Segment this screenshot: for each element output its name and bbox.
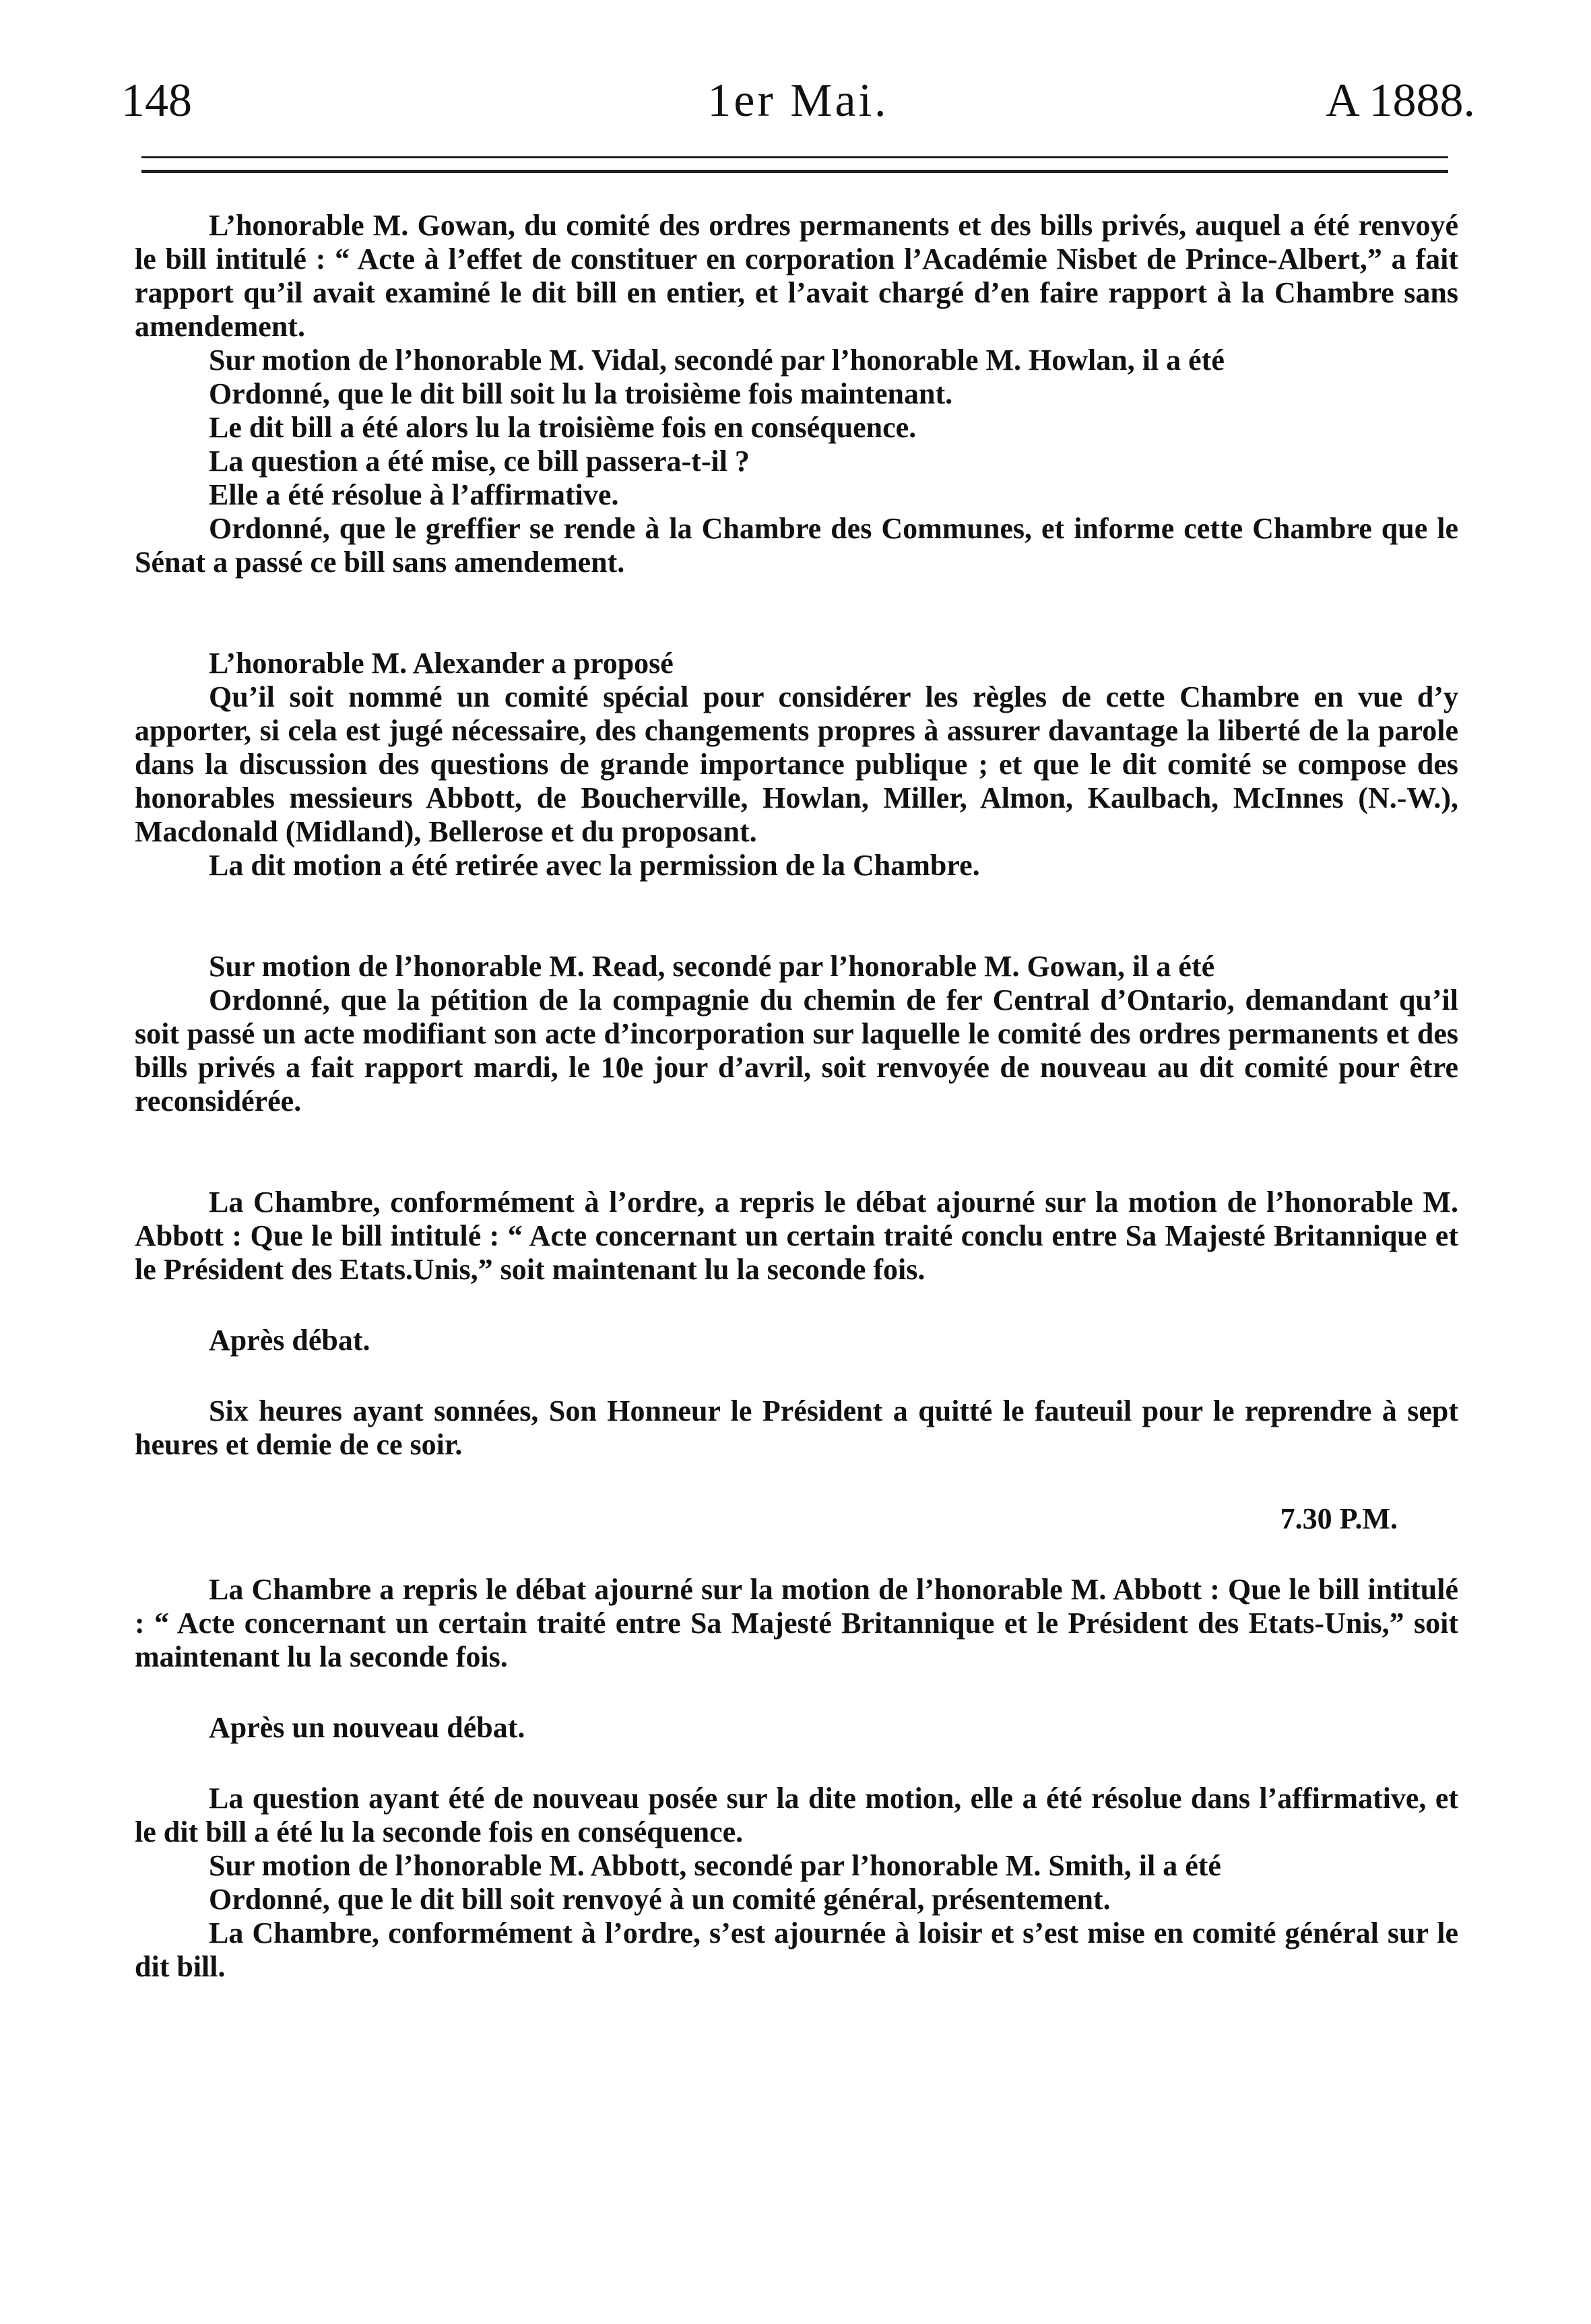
paragraph: L’honorable M. Alexander a proposé [209,647,674,680]
paragraph: La dit motion a été retirée avec la permission de la Chambre. [209,849,980,882]
paragraph: Qu’il soit nommé un comité spécial pour considérer les règles de cette Chambre en vue d’y apporter, si cela est jugé nécessaire, des changements propres à assurer davantage la liberté de la parole dans la discussion des questions de grande importance publique ; et que le dit comité se compose des honorables messieurs Abbott, de Boucherville, Howlan, Miller, Almon, Kaulbach, McInnes (N.-W.), Macdonald (Midland), Bellerose et du proposant. [135,680,1458,848]
paragraph: Six heures ayant sonnées, Son Honneur le Président a quitté le fauteuil pour le reprendre à sept heures et demie de ce soir. [135,1394,1458,1461]
document-body [135,209,1458,1984]
paragraph: Ordonné, que le greffier se rende à la Chambre des Communes, et informe cette Chambre que le Sénat a passé ce bill sans amendement. [135,512,1458,579]
header-year: A 1888. [1326,75,1475,127]
paragraph: La Chambre, conformément à l’ordre, a repris le débat ajourné sur la motion de l’honorable M. Abbott : Que le bill intitulé : “ Acte concernant un certain traité conclu entre Sa Majesté Britannique et le Président des Etats.Unis,” soit maintenant lu la seconde fois. [135,1186,1458,1286]
paragraph: Ordonné, que la pétition de la compagnie du chemin de fer Central d’Ontario, demandant qu’il soit passé un acte modifiant son acte d’incorporation sur laquelle le comité des ordres permanents et des bills privés a fait rapport mardi, le 10e jour d’avril, soit renvoyée de nouveau au dit comité pour être reconsidérée. [135,983,1458,1118]
paragraph: Après un nouveau débat. [209,1711,525,1744]
paragraph: Sur motion de l’honorable M. Vidal, secondé par l’honorable M. Howlan, il a été [209,344,1225,377]
paragraph: Sur motion de l’honorable M. Abbott, secondé par l’honorable M. Smith, il a été [209,1849,1221,1882]
header-date: 1er Mai. [707,75,889,127]
paragraph: Ordonné, que le dit bill soit lu la troisième fois maintenant. [209,377,953,410]
paragraph: L’honorable M. Gowan, du comité des ordres permanents et des bills privés, auquel a été renvoyé le bill intitulé : “ Acte à l’effet de constituer en corporation l’Académie Nisbet de Prince-Albert,” a fait rapport qu’il avait examiné le dit bill en entier, et l’avait chargé d’en faire rapport à la Chambre sans amendement. [135,209,1458,343]
paragraph: Après débat. [209,1324,370,1357]
paragraph: La Chambre, conformément à l’ordre, s’est ajournée à loisir et s’est mise en comité général sur le dit bill. [135,1916,1458,1983]
page-number: 148 [121,75,192,127]
paragraph: Ordonné, que le dit bill soit renvoyé à un comité général, présentement. [209,1883,1111,1916]
paragraph: La Chambre a repris le débat ajourné sur la motion de l’honorable M. Abbott : Que le bill intitulé : “ Acte concernant un certain traité entre Sa Majesté Britannique et le Président des Etats-Unis,” soit maintenant lu la seconde fois. [135,1573,1458,1673]
time-stamp: 7.30 P.M. [1280,1502,1398,1535]
paragraph: La question a été mise, ce bill passera-t-il ? [209,445,750,478]
paragraph: La question ayant été de nouveau posée sur la dite motion, elle a été résolue dans l’affirmative, et le dit bill a été lu la seconde fois en conséquence. [135,1782,1458,1848]
header-rule-thick [141,170,1448,173]
paragraph: Sur motion de l’honorable M. Read, secondé par l’honorable M. Gowan, il a été [209,950,1215,983]
header-rule-thin [141,156,1448,158]
paragraph: Elle a été résolue à l’affirmative. [209,478,619,511]
paragraph: Le dit bill a été alors lu la troisième fois en conséquence. [209,411,917,444]
page-header [121,67,1475,135]
